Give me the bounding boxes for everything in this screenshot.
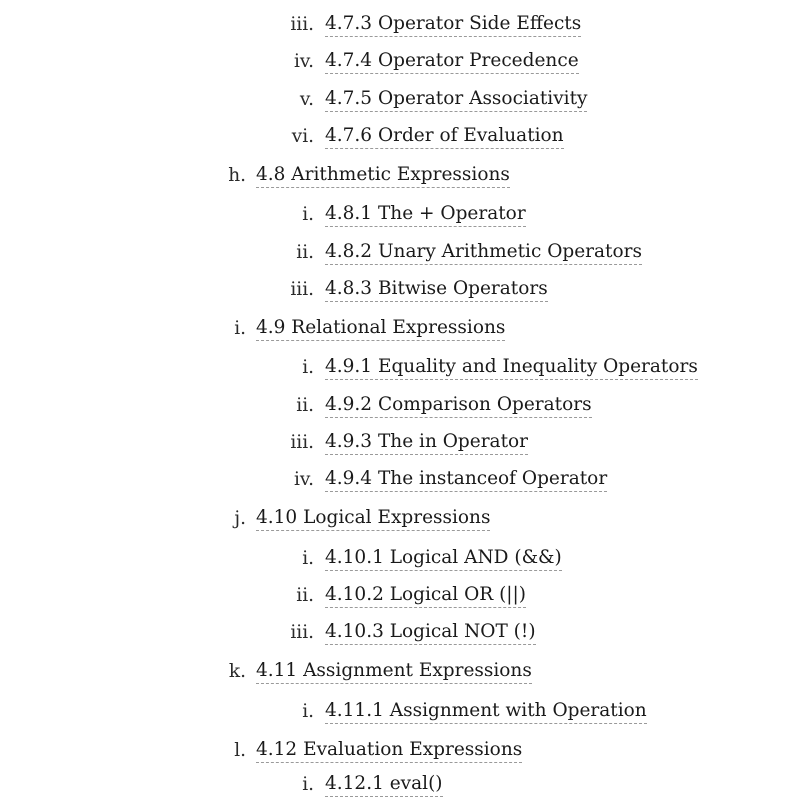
list-marker: iv. bbox=[293, 51, 314, 72]
toc-link[interactable]: 4.11 Assignment Expressions bbox=[256, 659, 532, 684]
toc-link[interactable]: 4.9.3 The in Operator bbox=[325, 430, 528, 455]
toc-link[interactable]: 4.12 Evaluation Expressions bbox=[256, 738, 522, 763]
toc-link[interactable]: 4.8.3 Bitwise Operators bbox=[325, 277, 548, 302]
list-marker: v. bbox=[299, 89, 314, 110]
toc-link[interactable]: 4.11.1 Assignment with Operation bbox=[325, 699, 647, 724]
toc-link[interactable]: 4.9.4 The instanceof Operator bbox=[325, 467, 607, 492]
toc-link[interactable]: 4.10.1 Logical AND (&&) bbox=[325, 546, 562, 571]
list-marker: iii. bbox=[290, 14, 314, 35]
list-marker: i. bbox=[302, 548, 314, 569]
toc-link[interactable]: 4.10.3 Logical NOT (!) bbox=[325, 620, 536, 645]
list-marker: i. bbox=[302, 357, 314, 378]
list-marker: iv. bbox=[293, 469, 314, 490]
list-marker: ii. bbox=[296, 395, 314, 416]
toc-link[interactable]: 4.8 Arithmetic Expressions bbox=[256, 163, 510, 188]
toc-link[interactable]: 4.10 Logical Expressions bbox=[256, 506, 490, 531]
toc-link[interactable]: 4.9.1 Equality and Inequality Operators bbox=[325, 355, 698, 380]
list-marker: i. bbox=[302, 204, 314, 225]
list-marker: l. bbox=[234, 740, 246, 761]
toc-link[interactable]: 4.8.2 Unary Arithmetic Operators bbox=[325, 240, 642, 265]
list-marker: ii. bbox=[296, 242, 314, 263]
list-marker: i. bbox=[234, 318, 246, 339]
toc-link[interactable]: 4.9.2 Comparison Operators bbox=[325, 393, 592, 418]
toc-link[interactable]: 4.7.5 Operator Associativity bbox=[325, 87, 587, 112]
toc-link[interactable]: 4.9 Relational Expressions bbox=[256, 316, 505, 341]
list-marker: k. bbox=[228, 661, 246, 682]
list-marker: iii. bbox=[290, 622, 314, 643]
toc-link[interactable]: 4.7.4 Operator Precedence bbox=[325, 49, 579, 74]
toc-link[interactable]: 4.7.6 Order of Evaluation bbox=[325, 124, 564, 149]
list-marker: iii. bbox=[290, 432, 314, 453]
list-marker: j. bbox=[234, 508, 246, 529]
toc-link[interactable]: 4.10.2 Logical OR (||) bbox=[325, 583, 526, 608]
list-marker: ii. bbox=[296, 585, 314, 606]
toc-link[interactable]: 4.7.3 Operator Side Effects bbox=[325, 12, 581, 37]
list-marker: i. bbox=[302, 774, 314, 795]
list-marker: vi. bbox=[291, 126, 314, 147]
toc-link[interactable]: 4.12.1 eval() bbox=[325, 772, 443, 797]
list-marker: i. bbox=[302, 701, 314, 722]
toc-link[interactable]: 4.8.1 The + Operator bbox=[325, 202, 526, 227]
list-marker: iii. bbox=[290, 279, 314, 300]
list-marker: h. bbox=[228, 165, 246, 186]
